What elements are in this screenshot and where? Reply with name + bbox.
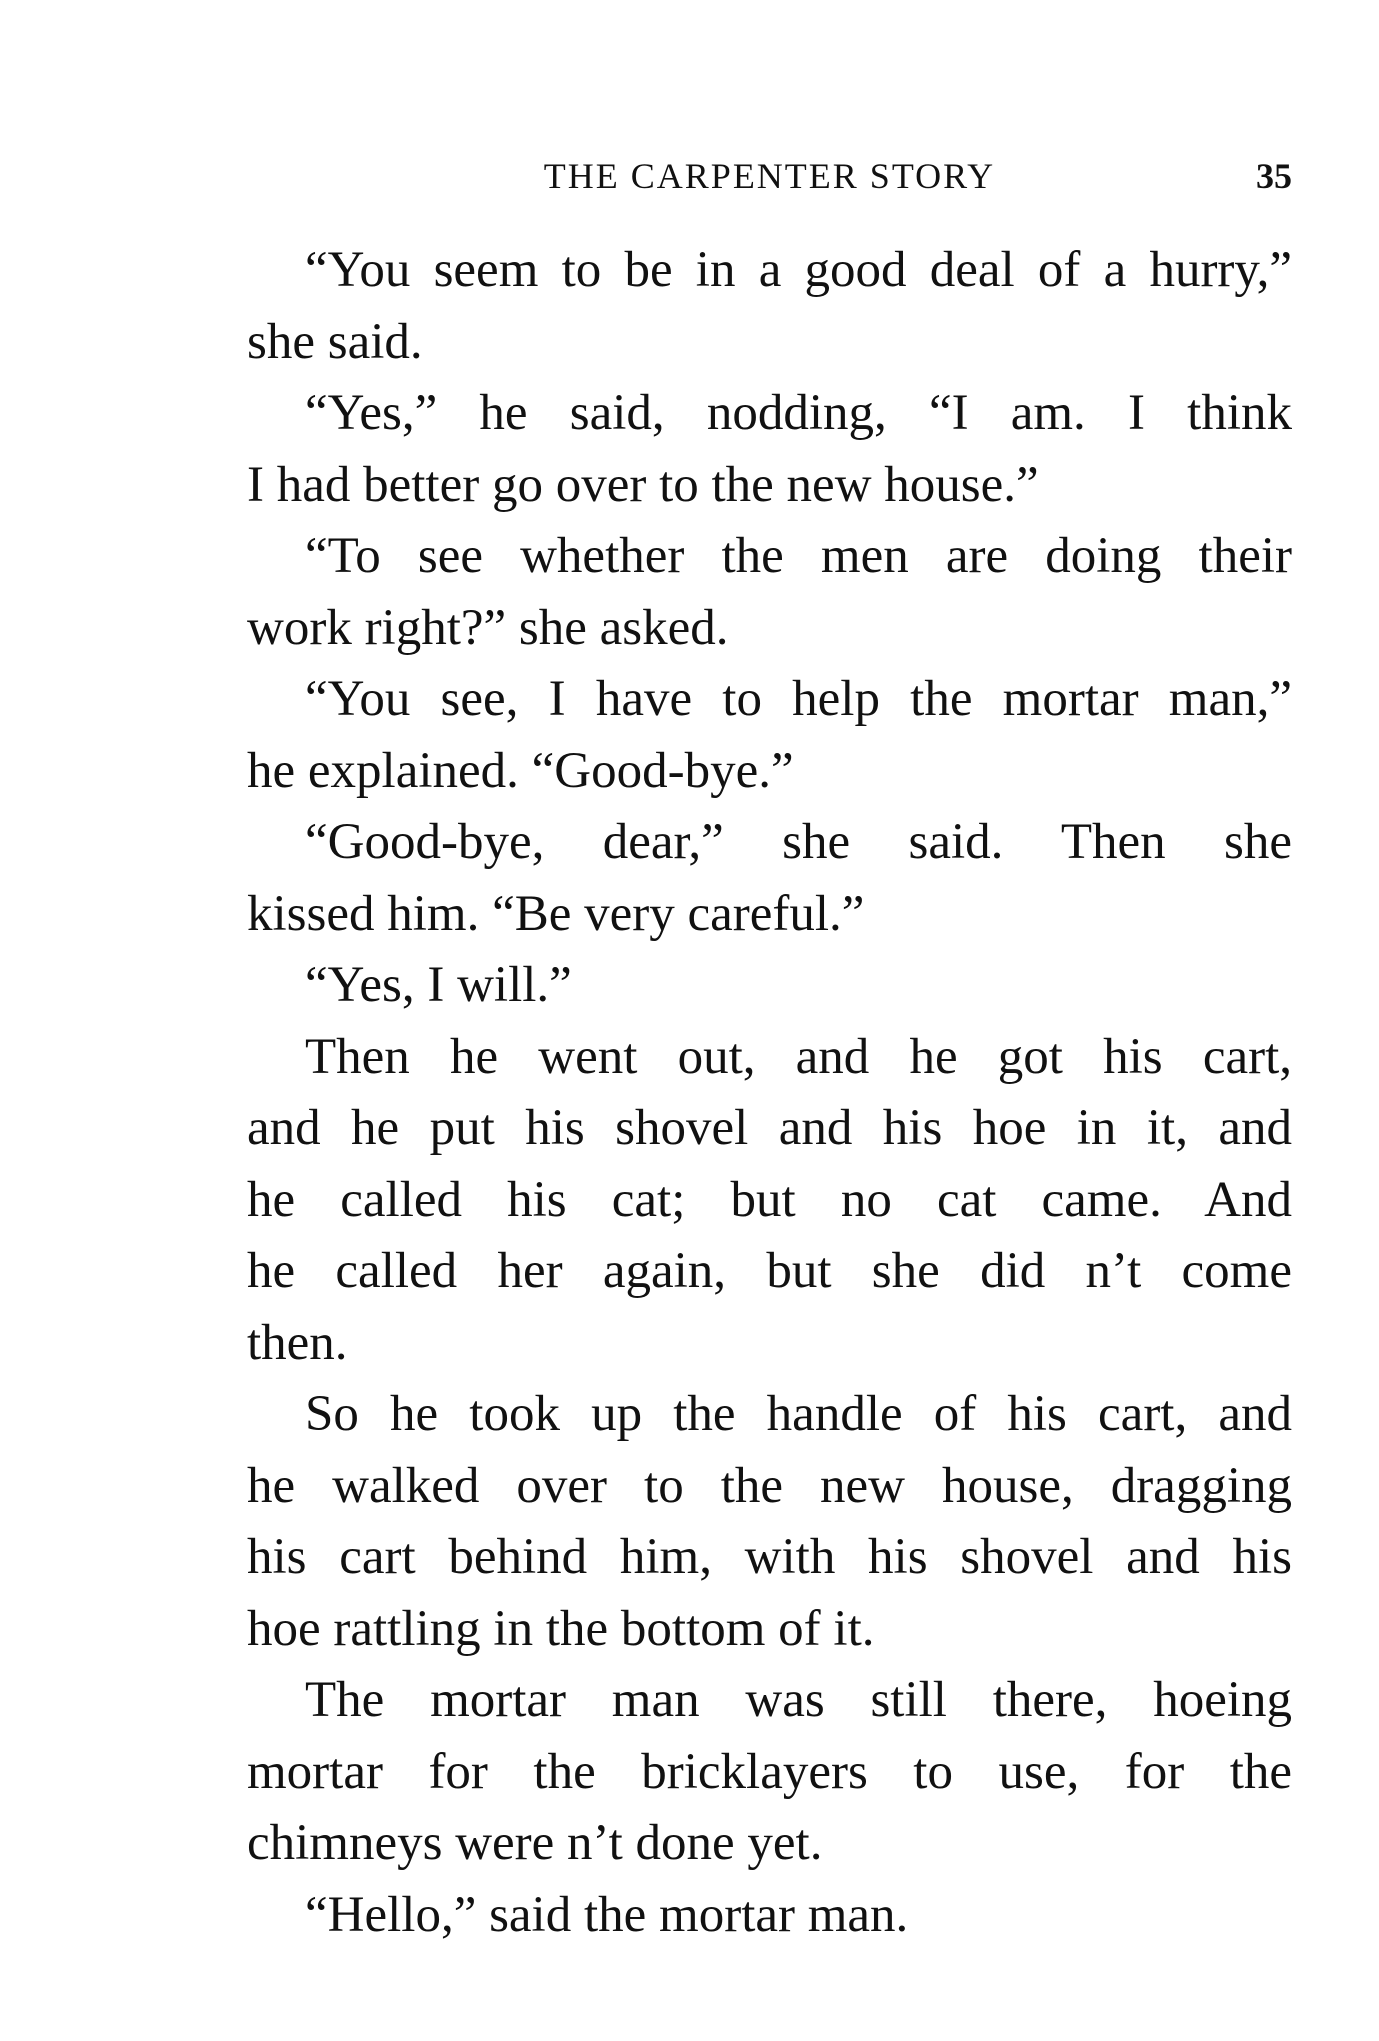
text-line: “To see whether the men are doing their xyxy=(305,528,1292,584)
text-line: chimneys were n’t done yet. xyxy=(247,1815,823,1871)
text-line: Then he went out, and he got his cart, xyxy=(305,1028,1292,1085)
text-line: The mortar man was still there, hoeing xyxy=(305,1672,1292,1728)
text-line: work right?” she asked. xyxy=(247,599,729,656)
text-line: “You see, I have to help the mortar man,” xyxy=(305,671,1292,727)
text-line: I had better go over to the new house.” xyxy=(247,456,1039,513)
text-line: “Yes, I will.” xyxy=(305,957,572,1013)
running-title: THE CARPENTER STORY xyxy=(543,156,996,196)
page-number: 35 xyxy=(1256,156,1292,196)
text-line: mortar for the bricklayers to use, for the xyxy=(247,1743,1292,1800)
text-line: “You seem to be in a good deal of a hurry,” xyxy=(305,242,1292,298)
text-line: he called her again, but she did n’t come xyxy=(247,1243,1292,1299)
text-line: and he put his shovel and his hoe in it, and xyxy=(247,1100,1292,1156)
text-line: then. xyxy=(247,1314,348,1371)
text-line: kissed him. “Be very careful.” xyxy=(247,885,865,942)
text-line: hoe rattling in the bottom of it. xyxy=(247,1600,875,1657)
text-line: his cart behind him, with his shovel and his xyxy=(247,1529,1292,1585)
text-line: So he took up the handle of his cart, and xyxy=(305,1386,1292,1442)
text-line: “Hello,” said the mortar man. xyxy=(305,1886,909,1943)
text-line: he walked over to the new house, dragging xyxy=(247,1457,1292,1514)
story-text xyxy=(247,235,1292,1951)
text-line: he called his cat; but no cat came. And xyxy=(247,1171,1292,1228)
page-header xyxy=(247,155,1292,195)
text-line: he explained. “Good-bye.” xyxy=(247,742,794,799)
text-line: “Good-bye, dear,” she said. Then she xyxy=(305,814,1292,870)
text-line: “Yes,” he said, nodding, “I am. I think xyxy=(305,385,1292,441)
text-line: she said. xyxy=(247,313,423,370)
